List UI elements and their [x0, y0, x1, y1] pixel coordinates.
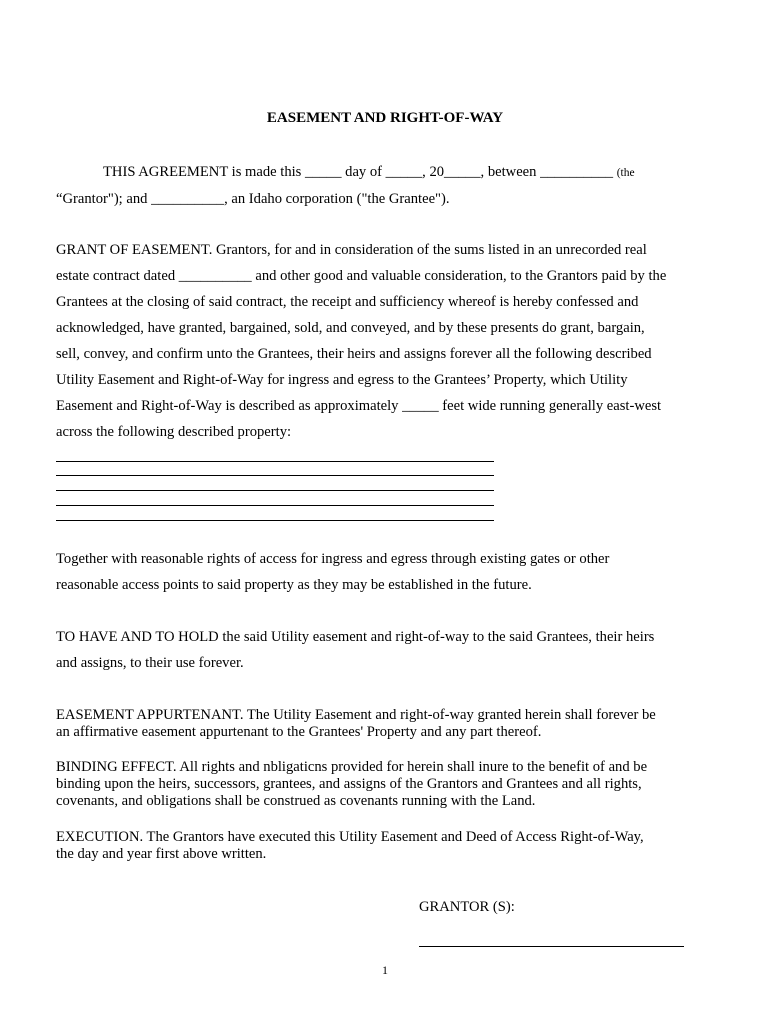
- grant-line: Utility Easement and Right-of-Way for ingress and egress to the Grantees’ Property, which Utility: [56, 372, 628, 388]
- grantor-signature-label: GRANTOR (S):: [419, 899, 515, 915]
- grant-line: acknowledged, have granted, bargained, sold, and conveyed, and by these presents do grant, bargain,: [56, 320, 645, 336]
- grant-line: across the following described property:: [56, 424, 292, 440]
- binding-line: covenants, and obligations shall be construed as covenants running with the Land.: [56, 793, 536, 810]
- execution-line: EXECUTION. The Grantors have executed this Utility Easement and Deed of Access Right-of-Way,: [56, 829, 644, 845]
- intro-line-1-text: THIS AGREEMENT is made this _____ day of _____, 20_____, between __________: [103, 164, 617, 180]
- access-rights-line: reasonable access points to said property as they may be established in the future.: [56, 577, 532, 593]
- grant-line: Grantees at the closing of said contract, the receipt and sufficiency whereof is hereby confessed and: [56, 294, 639, 310]
- intro-line-1-small: (the: [616, 167, 635, 179]
- habendum-line: TO HAVE AND TO HOLD the said Utility easement and right-of-way to the said Grantees, their heirs: [56, 629, 655, 645]
- appurtenant-line: an affirmative easement appurtenant to the Grantees' Property and any part thereof.: [56, 724, 542, 741]
- access-rights-line: Together with reasonable rights of access for ingress and egress through existing gates or other: [56, 551, 610, 567]
- easement-appurtenant-paragraph: [56, 707, 716, 741]
- access-rights-paragraph: [56, 546, 716, 598]
- grant-line: estate contract dated __________ and other good and valuable consideration, to the Grantors paid by the: [56, 268, 667, 284]
- execution-line: the day and year first above written.: [56, 846, 267, 863]
- habendum-line: and assigns, to their use forever.: [56, 655, 244, 671]
- page-number: 1: [382, 963, 388, 977]
- property-description-blank-line: [56, 461, 494, 462]
- binding-line: binding upon the heirs, successors, grantees, and assigns of the Grantors and Grantees and all rights,: [56, 776, 642, 793]
- binding-effect-paragraph: [56, 759, 716, 811]
- execution-paragraph: [56, 829, 716, 863]
- property-description-blank-line: [56, 475, 494, 476]
- grantor-signature-line: [419, 946, 684, 947]
- grant-line: Easement and Right-of-Way is described as approximately _____ feet wide running generally east-west: [56, 398, 662, 414]
- grant-line: sell, convey, and confirm unto the Grantees, their heirs and assigns forever all the following described: [56, 346, 652, 362]
- appurtenant-line: EASEMENT APPURTENANT. The Utility Easement and right-of-way granted herein shall forever be: [56, 707, 656, 723]
- intro-line-2: “Grantor"); and __________, an Idaho corporation ("the Grantee").: [56, 191, 450, 207]
- habendum-paragraph: [56, 624, 716, 676]
- property-description-blank-line: [56, 490, 494, 491]
- intro-paragraph: [56, 159, 716, 212]
- grant-line: GRANT OF EASEMENT. Grantors, for and in consideration of the sums listed in an unrecorded real: [56, 242, 647, 258]
- property-description-blank-line: [56, 520, 494, 521]
- intro-line-1: [56, 159, 716, 186]
- document-title: EASEMENT AND RIGHT-OF-WAY: [266, 110, 504, 126]
- property-description-blank-line: [56, 505, 494, 506]
- binding-line: BINDING EFFECT. All rights and nbligaticns provided for herein shall inure to the benefit of and be: [56, 759, 648, 775]
- grant-of-easement-paragraph: [56, 237, 716, 445]
